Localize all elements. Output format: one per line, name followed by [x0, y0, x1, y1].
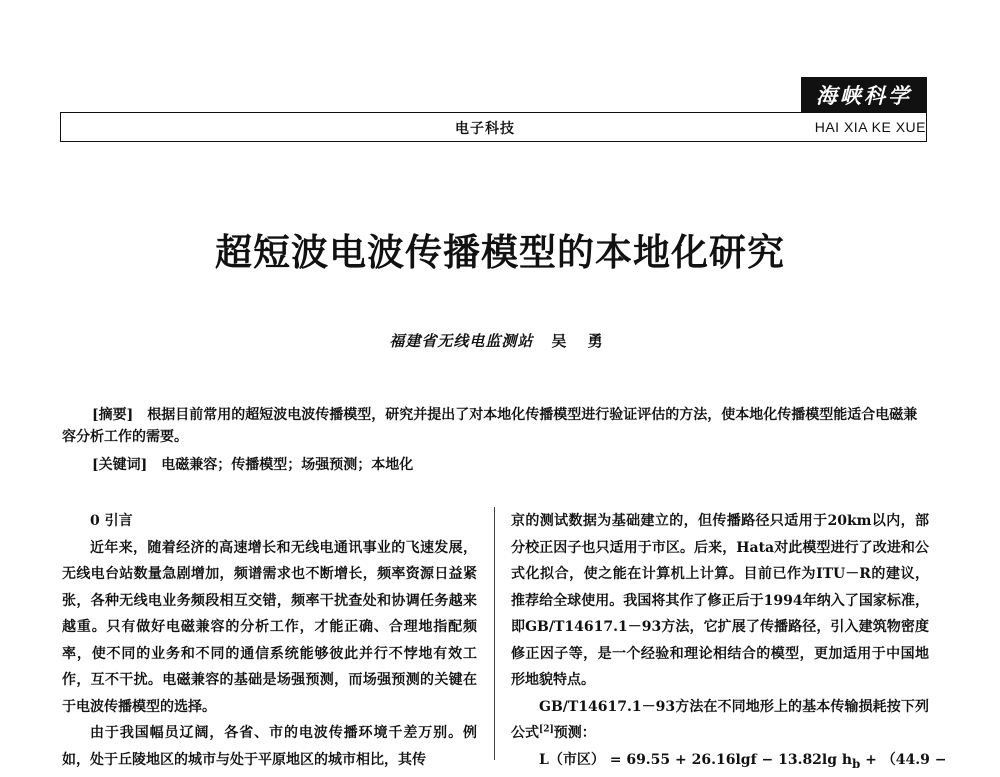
- formula-tail: + （44.9 −: [860, 751, 947, 768]
- paragraph: 由于我国幅员辽阔，各省、市的电波传播环境千差万别。例如，处于丘陵地区的城市与处于平原地区的城市相比，其传: [62, 725, 477, 768]
- keywords-text: 电磁兼容；传播模型；场强预测；本地化: [161, 457, 414, 473]
- journal-name-badge: 海峡科学: [801, 77, 927, 113]
- right-column: [511, 508, 947, 777]
- article-title: 超短波电波传播模型的本地化研究: [215, 230, 785, 274]
- paragraph: [511, 694, 929, 747]
- column-divider: [494, 507, 495, 760]
- byline: [0, 330, 1000, 351]
- author-name: 吴 勇: [551, 332, 611, 350]
- abstract-text: 根据目前常用的超短波电波传播模型，研究并提出了对本地化传播模型进行验证评估的方法，使本地化传播模型能适合电磁兼容分析工作的需要。: [62, 407, 918, 445]
- abstract: [62, 404, 930, 448]
- paragraph-text: GB/T14617.1－93方法在不同地形上的基本传输损耗按下列公式: [511, 698, 929, 741]
- formula: [511, 747, 947, 777]
- keywords: [92, 454, 413, 474]
- left-column: [62, 508, 477, 773]
- affiliation: 福建省无线电监测站: [389, 332, 534, 350]
- keywords-label: [关键词]: [92, 457, 148, 473]
- paragraph: 京的测试数据为基础建立的，但传播路径只适用于20km以内，部分校正因子也只适用于市区。后来，Hata对此模型进行了改进和公式化拟合，使之能在计算机上计算。目前已作为ITU－R的建议，推荐给全球使用。我国将其作了修正后于1994年纳入了国家标准，即GB/T14617.1－93方法，它扩展了传播路径，引入建筑物密度修正因子等，是一个经验和理论相结合的模型，更加适用于中国地形地貌特点。: [511, 513, 929, 688]
- formula-main: L（市区） = 69.55 + 26.16lgf − 13.82lg h: [539, 751, 853, 768]
- abstract-label: [摘要]: [92, 407, 134, 423]
- paragraph-text-tail: 预测：: [553, 725, 596, 741]
- section-heading: 0 引言: [90, 513, 133, 529]
- journal-pinyin: HAI XIA KE XUE: [814, 119, 926, 135]
- formula-subscript: b: [852, 756, 861, 771]
- citation-ref: [2]: [539, 724, 554, 735]
- section-label: 电子科技: [455, 121, 515, 137]
- paragraph: 近年来，随着经济的高速增长和无线电通讯事业的飞速发展，无线电台站数量急剧增加，频谱需求也不断增长，频率资源日益紧张，各种无线电业务频段相互交错，频率干扰查处和协调任务越来越重。只有做好电磁兼容的分析工作，才能正确、合理地指配频率，使不同的业务和不同的通信系统能够彼此并行不悖地有效工作，互不干扰。电磁兼容的基础是场强预测，而场强预测的关键在于电波传播模型的选择。: [62, 539, 477, 715]
